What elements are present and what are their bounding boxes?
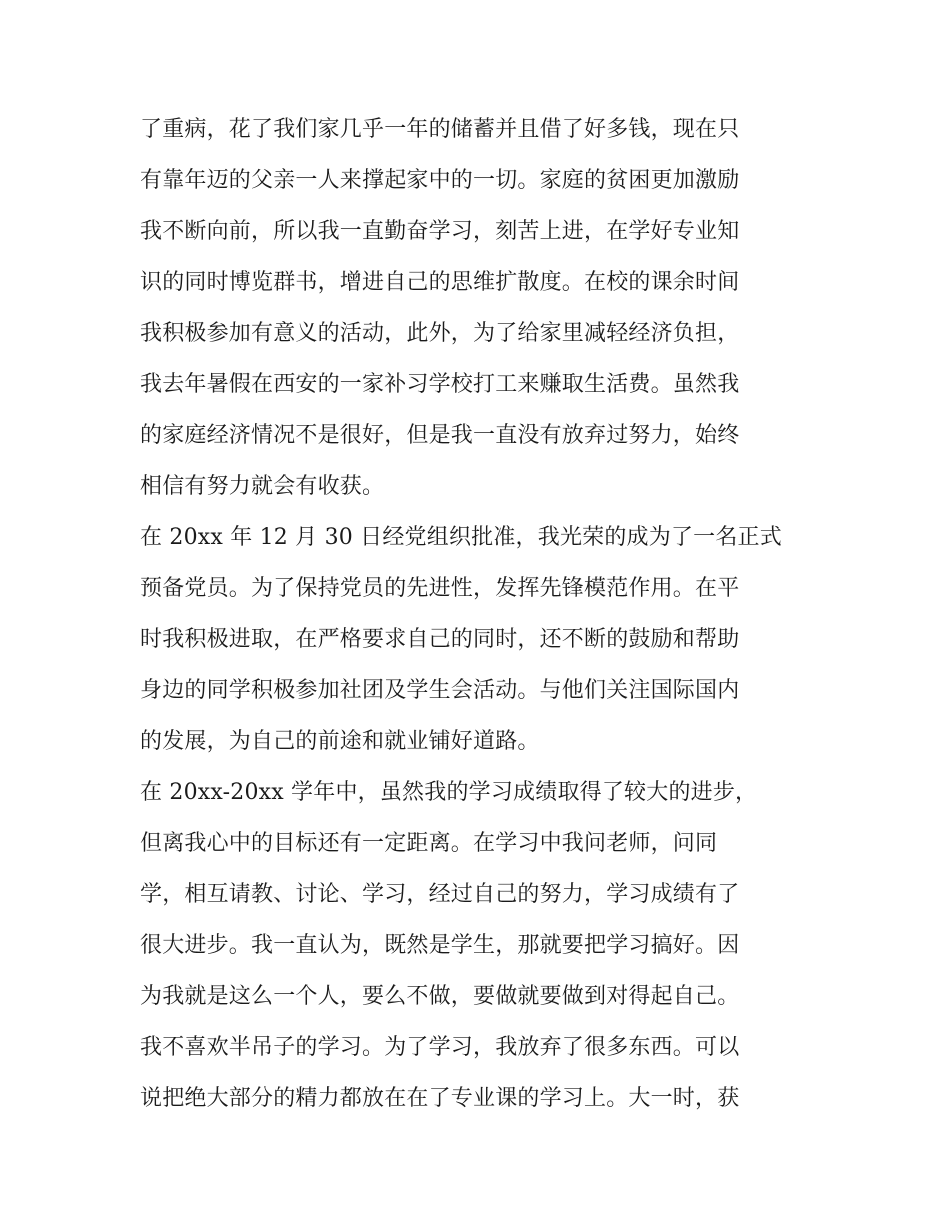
text-line: 说把绝大部分的精力都放在在了专业课的学习上。大一时，获	[140, 1086, 740, 1111]
text-line: 学，相互请教、讨论、学习，经过自己的努力，学习成绩有了	[140, 882, 740, 907]
text-line: 的发展，为自己的前途和就业铺好道路。	[140, 729, 540, 754]
text-line: 相信有努力就会有收获。	[140, 474, 385, 499]
text-line: 我不断向前，所以我一直勤奋学习，刻苦上进，在学好专业知	[140, 219, 740, 244]
text-line: 在 20xx 年 12 月 30 日经党组织批准，我光荣的成为了一名正式	[140, 525, 782, 550]
text-line: 识的同时博览群书，增进自己的思维扩散度。在校的课余时间	[140, 270, 740, 295]
text-line: 但离我心中的目标还有一定距离。在学习中我问老师，问同	[140, 831, 718, 856]
text-line: 为我就是这么一个人，要么不做，要做就要做到对得起自己。	[140, 984, 740, 1009]
text-line: 预备党员。为了保持党员的先进性，发挥先锋模范作用。在平	[140, 576, 740, 601]
text-line: 时我积极进取，在严格要求自己的同时，还不断的鼓励和帮助	[140, 627, 740, 652]
text-line: 在 20xx-20xx 学年中，虽然我的学习成绩取得了较大的进步，	[140, 780, 758, 805]
text-line: 我积极参加有意义的活动，此外，为了给家里减轻经济负担，	[140, 321, 740, 346]
text-line: 身边的同学积极参加社团及学生会活动。与他们关注国际国内	[140, 678, 740, 703]
text-line: 了重病，花了我们家几乎一年的储蓄并且借了好多钱，现在只	[140, 117, 740, 142]
text-line: 有靠年迈的父亲一人来撑起家中的一切。家庭的贫困更加激励	[140, 168, 740, 193]
text-line: 很大进步。我一直认为，既然是学生，那就要把学习搞好。因	[140, 933, 740, 958]
text-line: 我去年暑假在西安的一家补习学校打工来赚取生活费。虽然我	[140, 372, 740, 397]
body-text	[140, 104, 812, 1124]
text-line: 我不喜欢半吊子的学习。为了学习，我放弃了很多东西。可以	[140, 1035, 740, 1060]
text-line: 的家庭经济情况不是很好，但是我一直没有放弃过努力，始终	[140, 423, 740, 448]
